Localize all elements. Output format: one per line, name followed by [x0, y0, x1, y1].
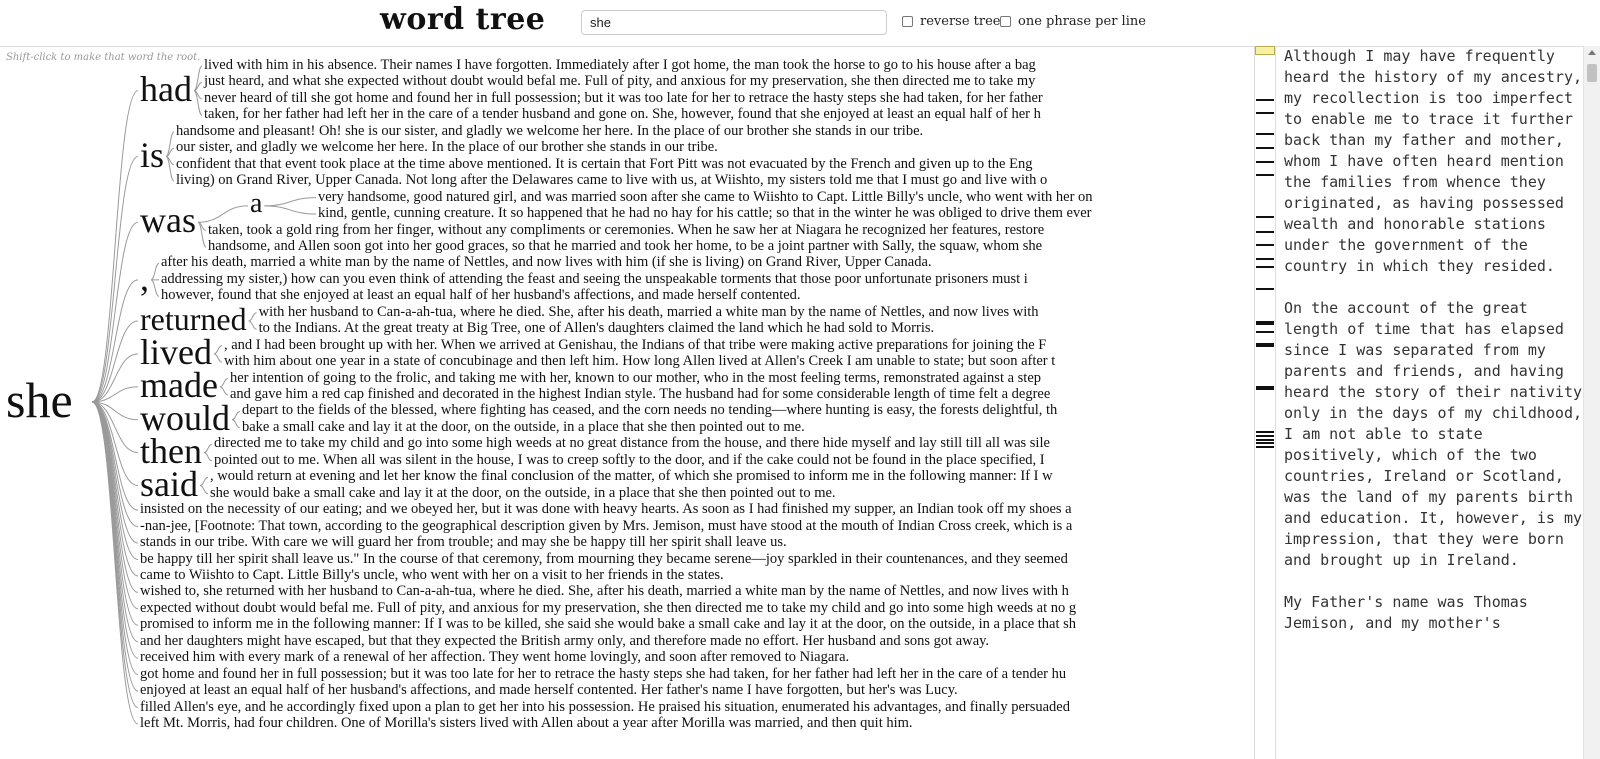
- source-text-paragraph: Although I may have frequently heard the history of my ancestry, my recollection is too imperfect to enable me to trace it further back than my father and mother, whom I have often heard mention the families from whence they originated, as having possessed wealth and honorable stations under the government of the country in which they resided.: [1284, 47, 1583, 275]
- tree-phrase[interactable]: lived with him in his absence. Their names I have forgotten. Immediately after I got home, the man took the horse to go to his house after a bag: [203, 57, 1036, 74]
- minimap-match-mark: [1256, 288, 1274, 290]
- tree-phrase[interactable]: kind, gentle, cunning creature. It so happened that he had no hay for his cattle; so that in the winter he was obliged to drive them ever: [318, 205, 1092, 222]
- scroll-up-arrow-icon[interactable]: [1588, 50, 1596, 55]
- tree-phrase[interactable]: after his death, married a white man by the name of Nettles, and now lives with him (if she is living) on Grand River, Upper Canada.: [161, 254, 932, 271]
- tree-branch-word[interactable]: returned: [140, 301, 247, 338]
- checkbox-icon[interactable]: [902, 16, 913, 27]
- minimap-match-mark: [1256, 147, 1274, 149]
- tree-phrase[interactable]: however, found that she enjoyed at least an equal half of her husband's affections, and made herself contented.: [161, 287, 801, 304]
- text-panel-scrollbar[interactable]: [1583, 46, 1600, 759]
- tree-leaf-phrase[interactable]: filled Allen's eye, and he accordingly fixed upon a plan to get her into his possession. He praised his situation, enumerated his advantages, and finally persuaded: [140, 698, 1070, 715]
- tree-branch-word[interactable]: ,: [140, 258, 149, 299]
- tree-phrase[interactable]: , and I had been brought up with her. When we arrived at Genishau, the Indians of that tribe were making active preparations for joining the F: [223, 336, 1047, 353]
- tree-branch-word[interactable]: then: [140, 430, 202, 471]
- tree-phrase[interactable]: living) on Grand River, Upper Canada. Not long after the Delawares came to live with us, at Wiishto, my sisters told me that I must go and live with o: [176, 172, 1048, 189]
- tree-phrase[interactable]: and gave him a red cap finished and decorated in the highest Indian style. The husband had for some considerable length of time felt a degree: [229, 386, 1051, 403]
- tree-phrase[interactable]: our sister, and gladly we welcome her here. In the place of our brother she stands in our tribe.: [176, 139, 718, 156]
- minimap-match-mark: [1256, 435, 1274, 437]
- tree-phrase[interactable]: taken, took a gold ring from her finger, without any compliments or ceremonies. When he saw her at Niagara he recognized her features, restore: [207, 221, 1045, 238]
- tree-leaf-phrase[interactable]: -nan-jee, [Footnote: That town, according to the geographical description given by Mrs. Jemison, must have stood at the mouth of Indian Cross creek, which is a: [140, 517, 1073, 534]
- scroll-thumb[interactable]: [1587, 64, 1597, 82]
- tree-phrase[interactable]: pointed out to me. When all was silent in the house, I was to creep softly to the door, and if the cake could not be found in the place specified, I: [213, 451, 1045, 468]
- tree-sub-word[interactable]: a: [250, 188, 263, 220]
- tree-phrase[interactable]: addressing my sister,) how can you even think of attending the feast and seeing the unspeakable torments that those poor unfortunate prisoners must i: [161, 270, 1028, 287]
- tree-leaf-phrase[interactable]: wished to, she returned with her husband to Can-a-ah-tua, where he died. She, after his death, married a white man by the name of Nettles, and now lives with h: [140, 583, 1069, 600]
- tree-phrase[interactable]: never heard of till she got home and found her in full possession; but it was too late for her to retrace the hasty steps she had taken, for her father: [203, 89, 1043, 106]
- tree-branch-word[interactable]: made: [140, 364, 218, 405]
- tree-leaf-phrase[interactable]: got home and found her in full possession; but it was too late for her to retrace the hasty steps she had taken, for her father had left her in the care of a tender hu: [140, 665, 1067, 682]
- tree-phrase[interactable]: she would bake a small cake and lay it at the door, on the outside, in a place that she then pointed out to me.: [209, 484, 836, 501]
- minimap-match-mark: [1256, 258, 1274, 260]
- tree-leaf-phrase[interactable]: enjoyed at least an equal half of her husband's affections, and made herself contented. Her father's name I have forgotten, but her's was Lucy.: [140, 682, 958, 699]
- source-text-paragraph: On the account of the great length of time that has elapsed since I was separated from my parents and friends, and having heard the story of their nativity only in the days of my childhood, I am not able to state positively, which of the two countries, Ireland or Scotland, was the land of my parents birth and education. It, however, is my impression, that they were born and brought up in Ireland.: [1284, 299, 1583, 569]
- tree-leaf-phrase[interactable]: stands in our tribe. With care we will guard her from trouble; and may she be happy till her spirit shall leave us.: [140, 534, 787, 551]
- minimap-viewport[interactable]: [1255, 46, 1275, 55]
- minimap-match-mark: [1256, 174, 1274, 176]
- minimap-match-mark: [1256, 388, 1274, 390]
- tree-phrase[interactable]: just heard, and what she expected without doubt would befal me. Full of pity, and anxious for my preservation, she then directed me to take my: [203, 73, 1036, 90]
- minimap-match-mark: [1256, 439, 1274, 441]
- tree-phrase[interactable]: taken, for her father had left her in the care of a tender husband and gone on. She, however, found that she enjoyed at least an equal half of her h: [203, 106, 1041, 123]
- checkbox-icon[interactable]: [1000, 16, 1011, 27]
- search-input[interactable]: [581, 10, 887, 35]
- source-text-paragraph: My Father's name was Thomas Jemison, and my mother's: [1284, 593, 1528, 632]
- minimap-match-mark: [1256, 431, 1274, 433]
- minimap-match-mark: [1256, 133, 1274, 135]
- tree-branch-word[interactable]: was: [140, 200, 196, 241]
- minimap-match-mark: [1256, 112, 1274, 114]
- tree-leaf-phrase[interactable]: came to Wiishto to Capt. Little Billy's uncle, who went with her on a visit to her friends in the states.: [140, 566, 724, 583]
- reverse-tree-label: reverse tree: [920, 14, 1001, 29]
- tree-leaf-phrase[interactable]: received him with every mark of a renewal of her affection. They went home lovingly, and soon after removed to Niagara.: [140, 649, 850, 666]
- minimap-match-mark: [1256, 99, 1274, 101]
- minimap-match-mark: [1256, 442, 1274, 444]
- tree-branch-word[interactable]: lived: [140, 332, 212, 373]
- tree-phrase[interactable]: handsome, and Allen soon got into her good graces, so that he married and took her home, to be a joint partner with Sally, the squaw, whom she: [207, 237, 1043, 254]
- tree-phrase[interactable]: bake a small cake and lay it at the door, on the outside, in a place that she then pointed out to me.: [242, 418, 805, 435]
- minimap-match-mark: [1256, 216, 1274, 218]
- tree-branch-word[interactable]: had: [140, 68, 192, 109]
- minimap[interactable]: [1254, 46, 1276, 759]
- app-title: word tree: [380, 2, 546, 37]
- minimap-match-mark: [1256, 323, 1274, 325]
- tree-leaf-phrase[interactable]: and her daughters might have escaped, but that they expected the British army only, and therefore made no effort. Her husband and sons got away.: [140, 632, 990, 649]
- tree-phrase[interactable]: confident that that event took place at the time above mentioned. It is certain that Fort Pitt was not evacuated by the French and given up to the Eng: [176, 155, 1033, 172]
- tree-leaf-phrase[interactable]: promised to inform me in the following manner: If I was to be killed, she said she would bake a small cake and lay it at the door, on the outside, in a place that sh: [140, 616, 1077, 633]
- tree-phrase[interactable]: , would return at evening and let her know the final conclusion of the matter, of which she promised to inform me in the following manner: If I w: [209, 468, 1053, 485]
- word-tree-area: [0, 46, 1245, 759]
- tree-phrase[interactable]: with him about one year in a state of concubinage and then left him. How long Allen lived at Allen's Creek I am unable to state; but soon after t: [223, 353, 1056, 370]
- one-phrase-per-line-label: one phrase per line: [1018, 14, 1146, 29]
- tree-phrase[interactable]: to the Indians. At the great treaty at Big Tree, one of Allen's daughters claimed the land which he had sold to Morris.: [258, 320, 935, 337]
- tree-branch-word[interactable]: would: [140, 397, 230, 438]
- tree-leaf-phrase[interactable]: insisted on the necessity of our eating; and we obeyed her, but it was done with heavy hearts. As soon as I had finished my supper, an Indian took off my shoes a: [140, 501, 1072, 518]
- header-bar: [0, 0, 1600, 47]
- one-phrase-per-line-toggle[interactable]: [1000, 14, 1146, 29]
- minimap-match-mark: [1256, 345, 1274, 347]
- minimap-match-mark: [1256, 231, 1274, 233]
- tree-branch-word[interactable]: is: [140, 134, 165, 175]
- minimap-match-mark: [1256, 446, 1274, 448]
- minimap-match-mark: [1256, 331, 1274, 333]
- tree-phrase[interactable]: depart to the fields of the blessed, where fighting has ceased, and the corn needs no tending—where hunting is easy, the forests delightful, th: [242, 402, 1058, 419]
- minimap-match-mark: [1256, 244, 1274, 246]
- minimap-match-mark: [1256, 161, 1274, 163]
- tree-leaf-phrase[interactable]: expected without doubt would befal me. Full of pity, and anxious for my preservation, she then directed me to take my child and go into some high weeds at no g: [140, 599, 1077, 616]
- minimap-match-mark: [1256, 266, 1274, 268]
- tree-phrase[interactable]: directed me to take my child and go into some high weeds at no great distance from the house, and there hide myself and lay still till all was sile: [213, 435, 1050, 452]
- tree-phrase[interactable]: her intention of going to the frolic, and taking me with her, known to our mother, who in the most feeling terms, remonstrated against a step: [229, 369, 1042, 386]
- tree-branch-word[interactable]: said: [140, 463, 198, 504]
- tree-leaf-phrase[interactable]: left Mt. Morris, had four children. One of Morilla's sisters lived with Allen about a year after Morilla was married, and then quit him.: [140, 715, 913, 732]
- tree-phrase[interactable]: handsome and pleasant! Oh! she is our sister, and gladly we welcome her here. In the place of our brother she stands in our tribe.: [176, 122, 924, 139]
- tree-phrase[interactable]: with her husband to Can-a-ah-tua, where he died. She, after his death, married a white man by the name of Nettles, and now lives with: [258, 303, 1039, 320]
- hint-text: Shift-click to make that word the root.: [6, 52, 201, 63]
- reverse-tree-toggle[interactable]: [902, 14, 1000, 29]
- source-text-panel: [1284, 46, 1584, 759]
- tree-phrase[interactable]: very handsome, good natured girl, and was married soon after she came to Wiishto to Capt. Little Billy's uncle, who went with her on: [318, 188, 1093, 205]
- tree-root-word[interactable]: she: [6, 371, 73, 428]
- tree-leaf-phrase[interactable]: be happy till her spirit shall leave us." In the course of that ceremony, from mourning they became serene—joy sparkled in their countenances, and they seemed: [140, 550, 1068, 567]
